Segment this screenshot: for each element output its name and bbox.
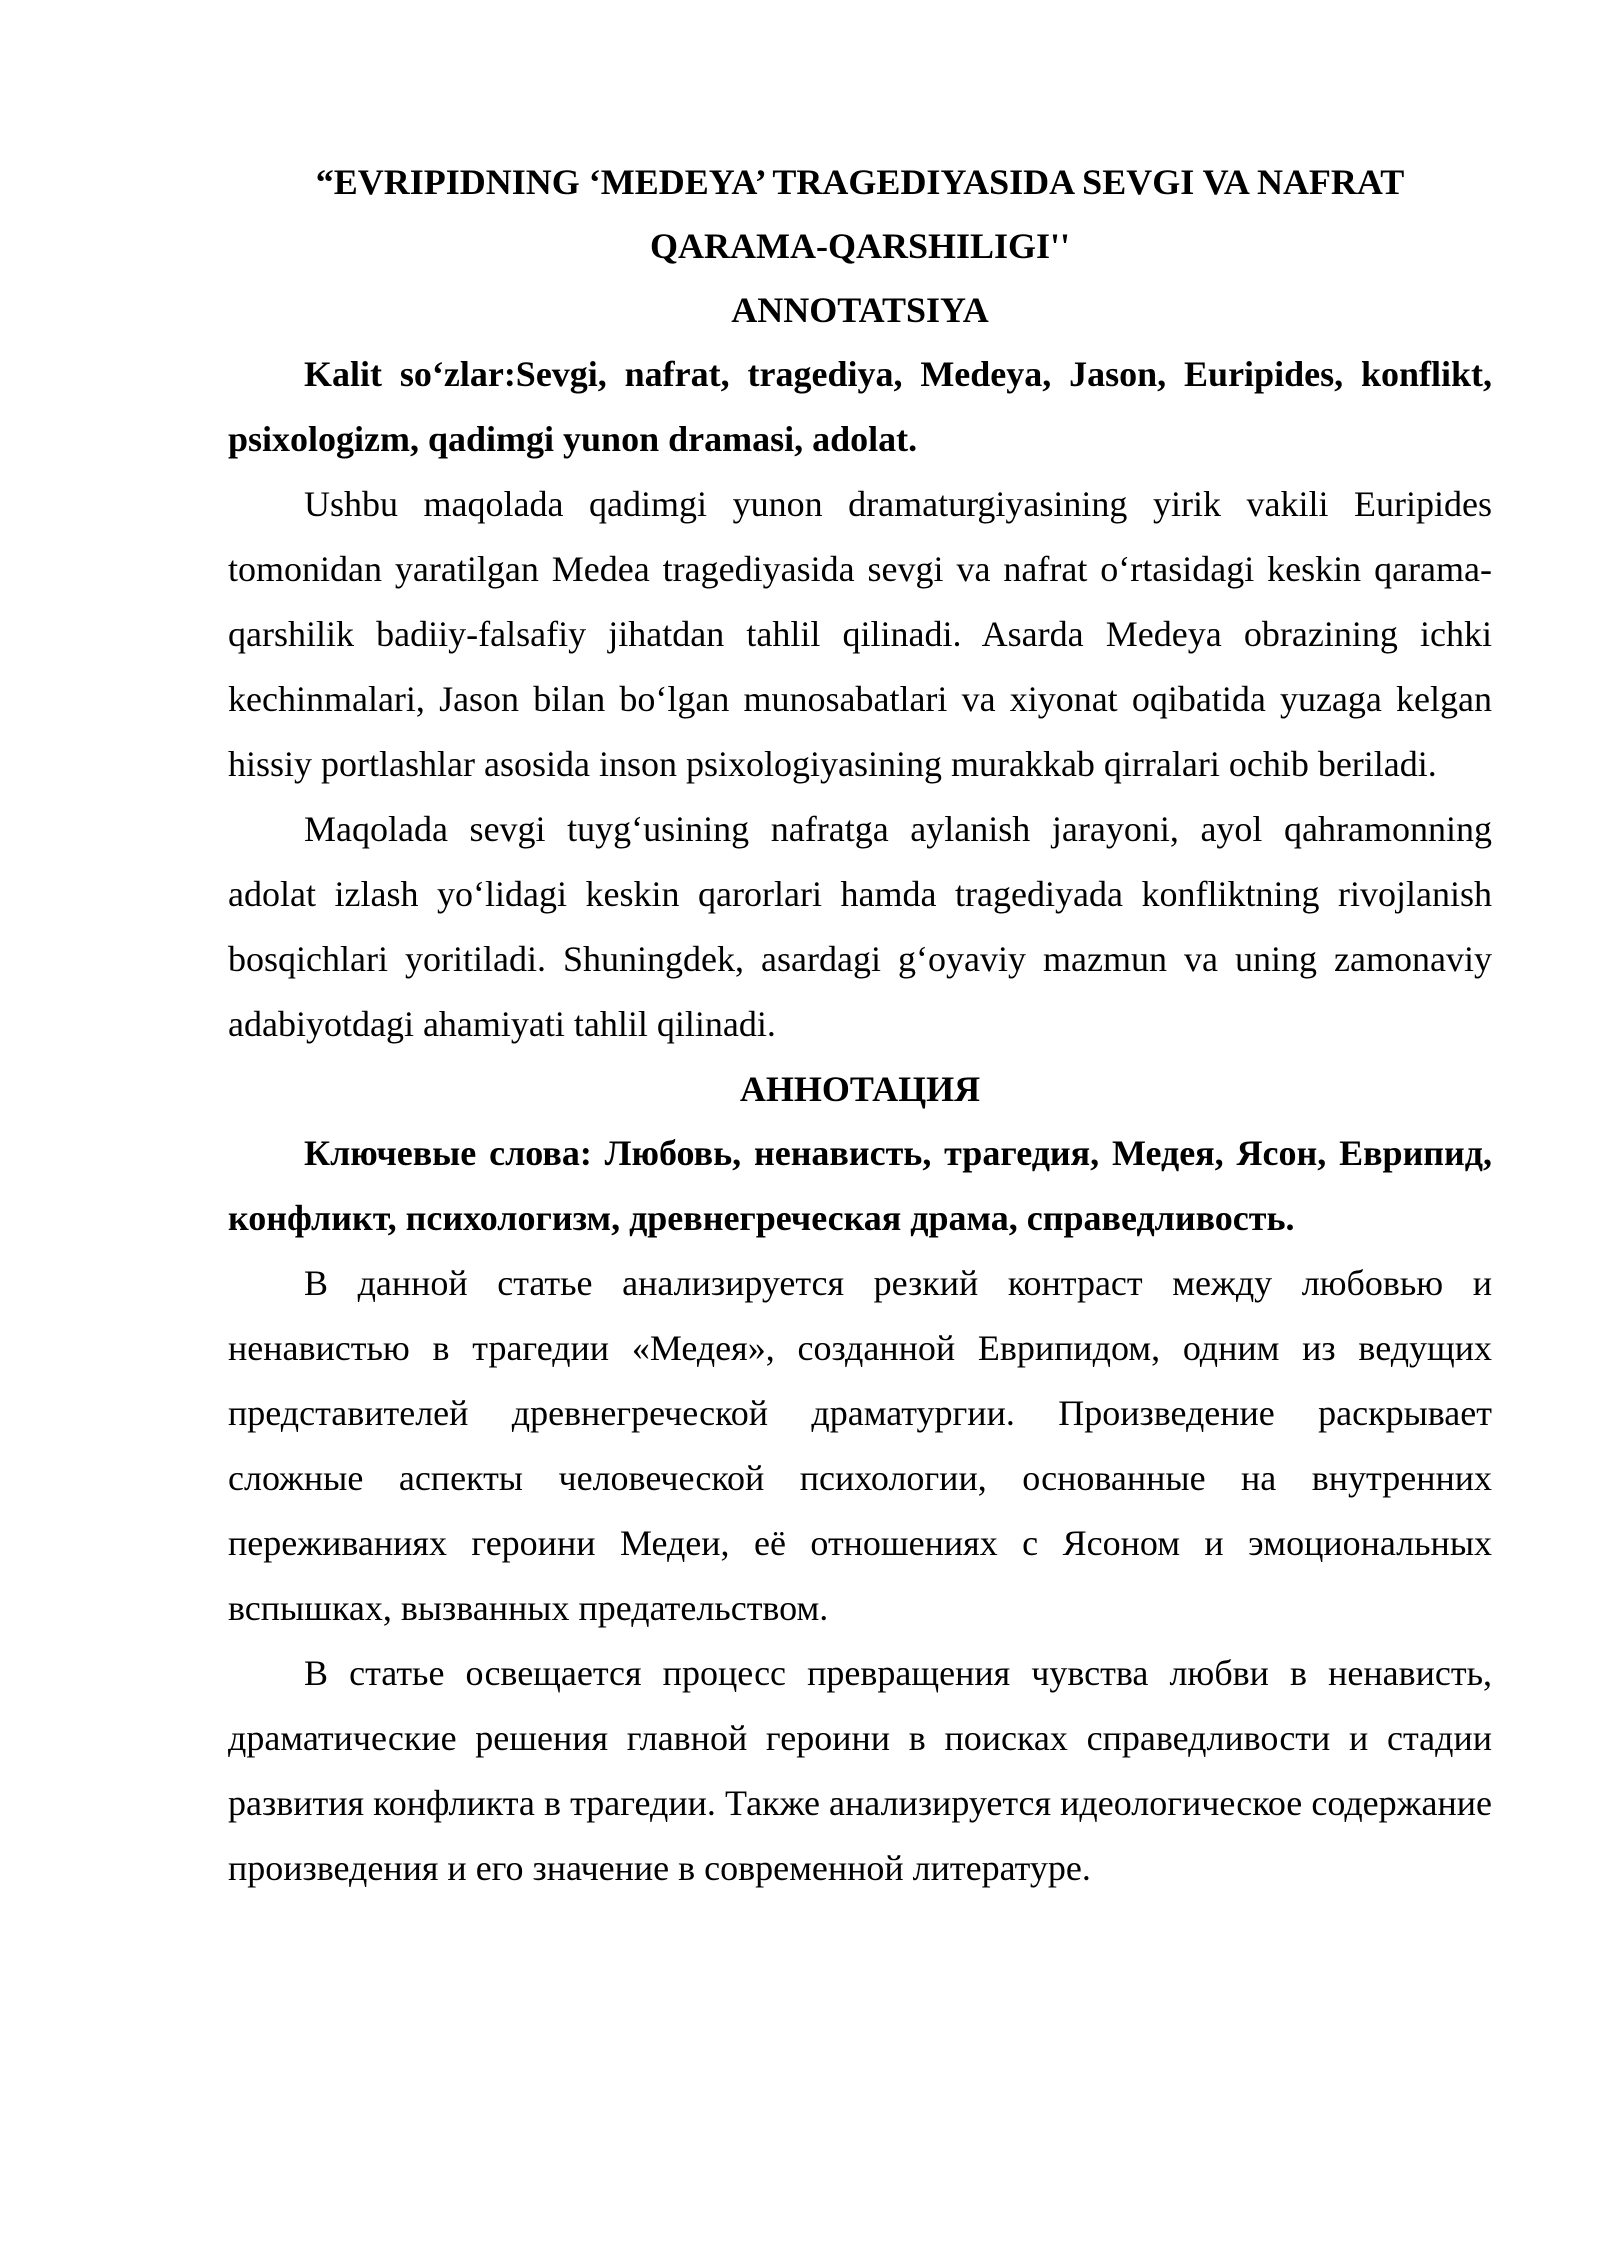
annotation-ru-paragraph-2: В статье освещается процесс превращения чувства любви в ненависть, драматические решения главной героини в поисках справедливости и стадии развития конфликта в трагедии. Также анализируется идеологическое содержание произведения и его значение в современной литературе. — [228, 1653, 1492, 1888]
annotation-ru — [228, 1057, 1492, 1901]
annotation-uz-heading: ANNOTATSIYA — [731, 290, 989, 330]
document-page — [228, 150, 1492, 1901]
annotation-uz-paragraph-2: Maqolada sevgi tuyg‘usining nafratga aylanish jarayoni, ayol qahramonning adolat izlash yo‘lidagi keskin qarorlari hamda tragediyada konfliktning rivojlanish bosqichlari yoritiladi. Shuningdek, asardagi g‘oyaviy mazmun va uning zamonaviy adabiyotdagi ahamiyati tahlil qilinadi. — [228, 809, 1492, 1044]
title-line-1: “EVRIPIDNING ‘MEDEYA’ TRAGEDIYASIDA SEVGI VA NAFRAT — [315, 162, 1405, 202]
annotation-ru-keywords: Ключевые слова: Любовь, ненависть, трагедия, Медея, Ясон, Еврипид, конфликт, психологизм, древнегреческая драма, справедливость. — [228, 1133, 1492, 1238]
annotation-ru-paragraph-1: В данной статье анализируется резкий контраст между любовью и ненавистью в трагедии «Медея», созданной Еврипидом, одним из ведущих представителей древнегреческой драматургии. Произведение раскрывает сложные аспекты человеческой психологии, основанные на внутренних переживаниях героини Медеи, её отношениях с Ясоном и эмоциональных вспышках, вызванных предательством. — [228, 1263, 1492, 1628]
annotation-uz-paragraph-1: Ushbu maqolada qadimgi yunon dramaturgiyasining yirik vakili Euripides tomonidan yaratilgan Medea tragediyasida sevgi va nafrat o‘rtasidagi keskin qarama-qarshilik badiiy-falsafiy jihatdan tahlil qilinadi. Asarda Medeya obrazining ichki kechinmalari, Jason bilan bo‘lgan munosabatlari va xiyonat oqibatida yuzaga kelgan hissiy portlashlar asosida inson psixologiyasining murakkab qirralari ochib beriladi. — [228, 484, 1492, 784]
document-title — [228, 150, 1492, 278]
annotation-uz-keywords: Kalit so‘zlar:Sevgi, nafrat, tragediya, Medeya, Jason, Euripides, konflikt, psixologizm, qadimgi yunon dramasi, adolat. — [228, 354, 1492, 459]
annotation-ru-heading: АННОТАЦИЯ — [739, 1069, 981, 1109]
title-line-2: QARAMA-QARSHILIGI'' — [649, 226, 1071, 266]
annotation-uz — [228, 278, 1492, 1057]
